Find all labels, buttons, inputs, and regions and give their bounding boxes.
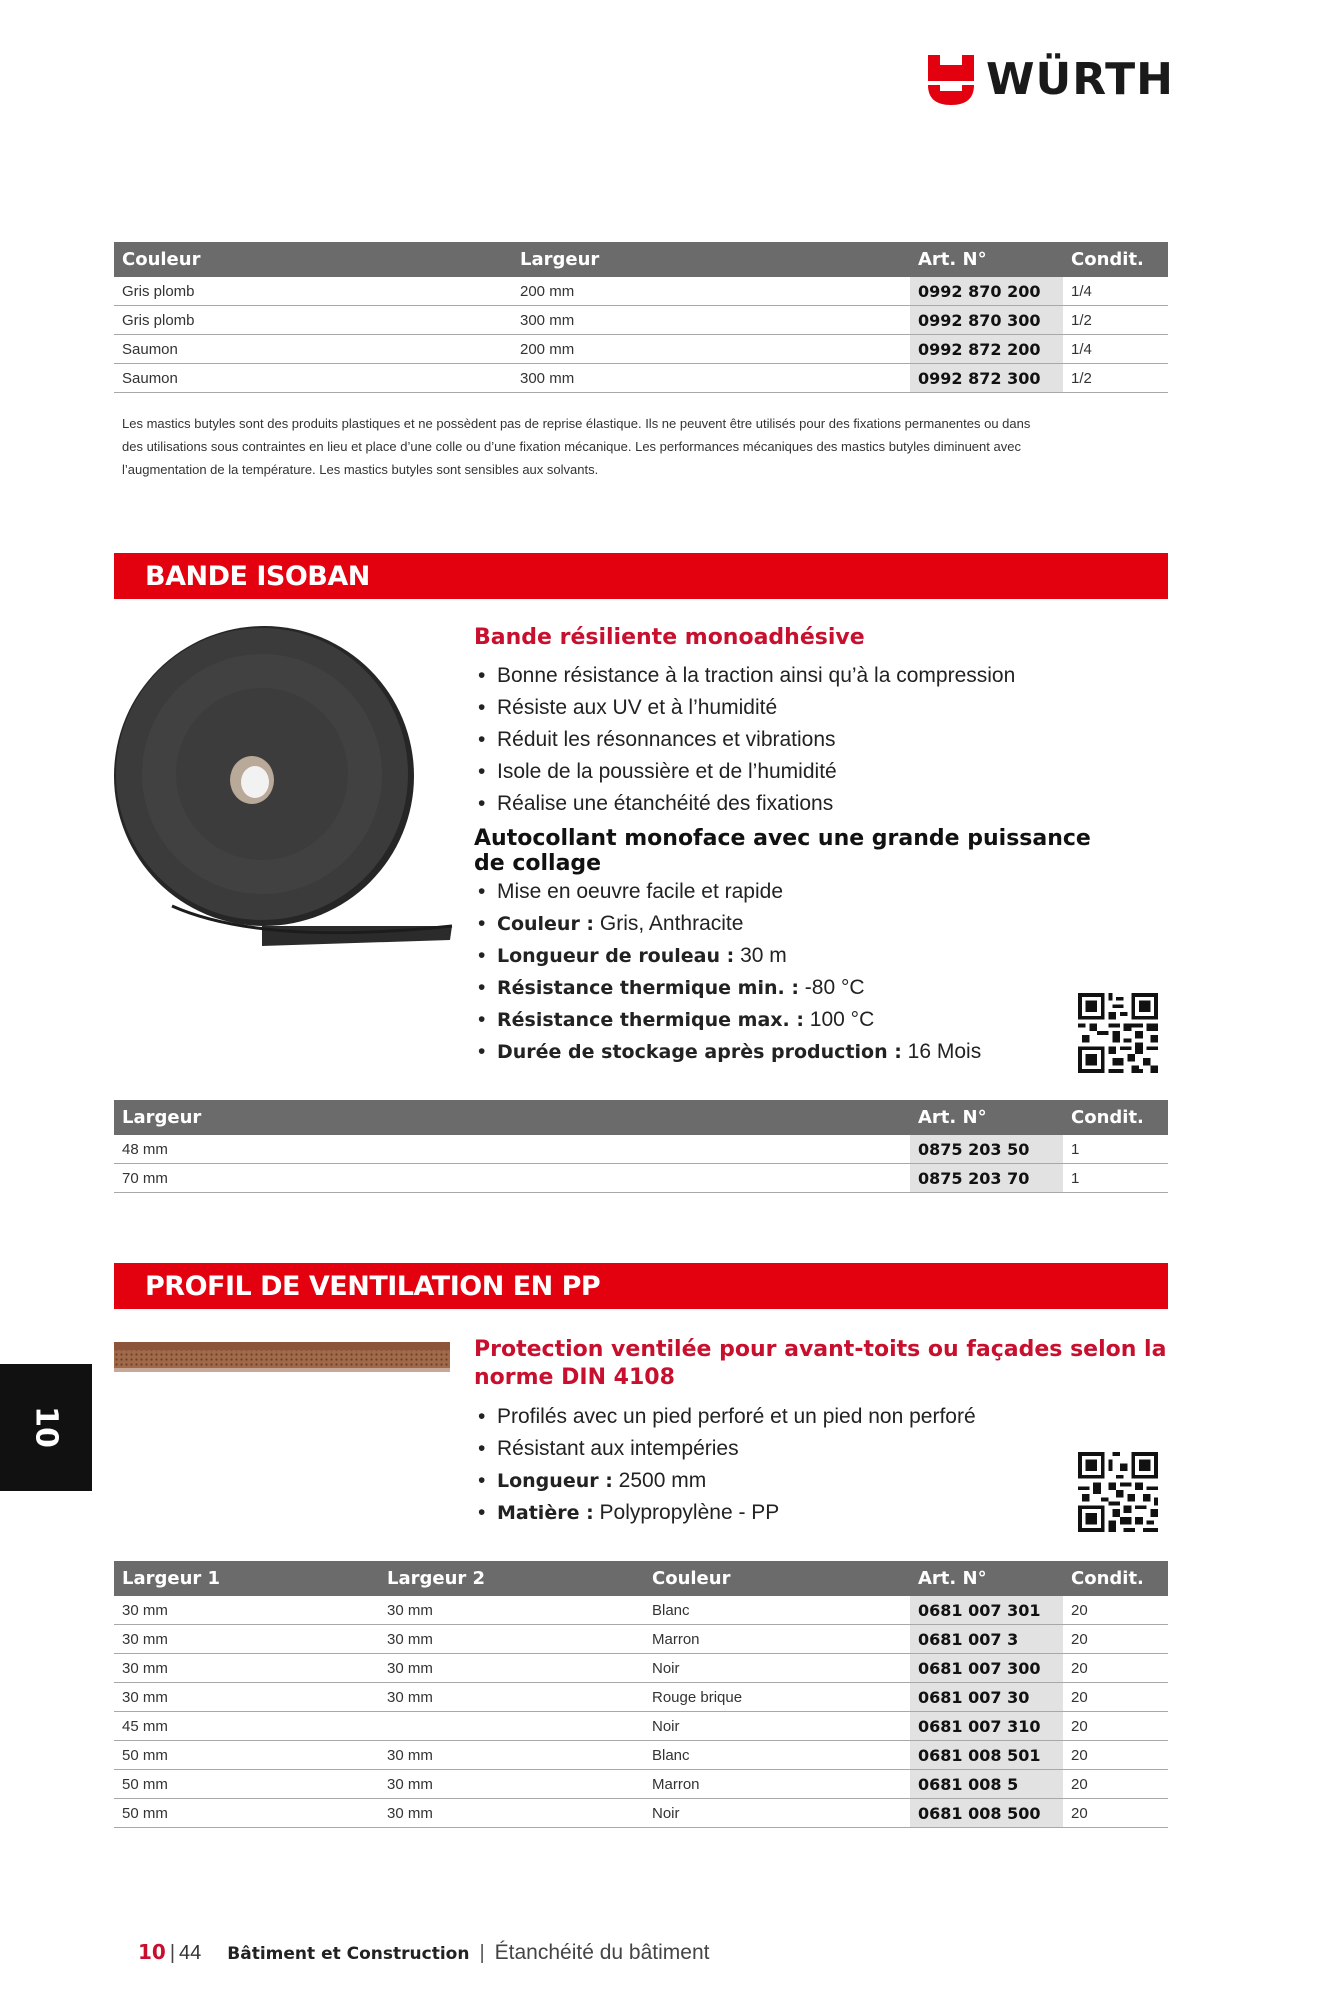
footer-subcategory: Étanchéité du bâtiment bbox=[494, 1941, 710, 1964]
cell-condit: 1/2 bbox=[1071, 311, 1092, 329]
cell-largeur: 70 mm bbox=[122, 1169, 168, 1187]
cell-couleur: Blanc bbox=[652, 1601, 690, 1619]
spec-label: Couleur : bbox=[497, 913, 595, 935]
cell-art-no: 0681 007 30 bbox=[910, 1683, 1063, 1711]
spec-value: 16 Mois bbox=[907, 1040, 982, 1063]
table-header bbox=[114, 1100, 1168, 1135]
cell-condit: 20 bbox=[1071, 1659, 1088, 1677]
butyl-table bbox=[114, 242, 1168, 393]
cell-largeur-2: 30 mm bbox=[387, 1601, 433, 1619]
table-row bbox=[114, 1770, 1168, 1799]
cell-couleur: Noir bbox=[652, 1804, 680, 1822]
table-row bbox=[114, 277, 1168, 306]
cell-couleur: Noir bbox=[652, 1717, 680, 1735]
cell-condit: 1/4 bbox=[1071, 282, 1092, 300]
spec-item bbox=[474, 908, 981, 940]
cell-largeur-1: 30 mm bbox=[122, 1630, 168, 1648]
qr-code-icon[interactable] bbox=[1078, 993, 1158, 1073]
cell-condit: 1/2 bbox=[1071, 369, 1092, 387]
ventilation-subhead bbox=[474, 1336, 1166, 1392]
cell-condit: 20 bbox=[1071, 1717, 1088, 1735]
table-row bbox=[114, 1135, 1168, 1164]
spec-item bbox=[474, 940, 981, 972]
wurth-logo bbox=[928, 52, 1174, 108]
spec-label: Matière : bbox=[497, 1502, 594, 1524]
table-row bbox=[114, 1596, 1168, 1625]
cell-largeur: 300 mm bbox=[520, 369, 575, 387]
footer-divider: | bbox=[479, 1942, 485, 1964]
cell-largeur: 300 mm bbox=[520, 311, 575, 329]
page-number: 10 bbox=[138, 1940, 166, 1964]
isoban-spec-list bbox=[474, 876, 981, 1068]
chapter-tab[interactable] bbox=[0, 1364, 92, 1491]
list-item: • Mise en oeuvre facile et rapide bbox=[474, 876, 981, 908]
cell-largeur-1: 30 mm bbox=[122, 1601, 168, 1619]
spec-value: Gris, Anthracite bbox=[599, 912, 744, 935]
section-title-isoban: BANDE ISOBAN bbox=[114, 553, 1168, 599]
cell-couleur: Blanc bbox=[652, 1746, 690, 1764]
isoban-table bbox=[114, 1100, 1168, 1193]
cell-art-no: 0992 872 300 bbox=[910, 364, 1063, 392]
chapter-number: 10 bbox=[28, 1406, 64, 1448]
cell-largeur-2: 30 mm bbox=[387, 1659, 433, 1677]
cell-couleur: Rouge brique bbox=[652, 1688, 743, 1706]
cell-couleur: Noir bbox=[652, 1659, 680, 1677]
cell-largeur-1: 50 mm bbox=[122, 1804, 168, 1822]
foam-tape-roll-image bbox=[112, 626, 457, 951]
cell-condit: 1/4 bbox=[1071, 340, 1092, 358]
header-art-no: Art. N° bbox=[918, 249, 987, 270]
list-item: • Résistant aux intempéries bbox=[474, 1433, 976, 1465]
section-title-ventilation: PROFIL DE VENTILATION EN PP bbox=[114, 1263, 1168, 1309]
wurth-logo-text: WÜRTH bbox=[986, 54, 1175, 105]
table-row bbox=[114, 335, 1168, 364]
cell-art-no: 0681 007 301 bbox=[910, 1596, 1063, 1624]
header-largeur-2: Largeur 2 bbox=[387, 1568, 486, 1589]
note-line: l’augmentation de la température. Les mastics butyles sont sensibles aux solvants. bbox=[122, 462, 599, 477]
table-header bbox=[114, 1561, 1168, 1596]
spec-value: 100 °C bbox=[809, 1008, 875, 1031]
cell-art-no: 0992 870 300 bbox=[910, 306, 1063, 334]
subhead-line: Protection ventilée pour avant-toits ou façades selon la bbox=[474, 1337, 1167, 1362]
spec-label: Résistance thermique max. : bbox=[497, 1009, 804, 1031]
cell-art-no: 0992 870 200 bbox=[910, 277, 1063, 305]
isoban-feature-list bbox=[474, 660, 1015, 820]
spec-item bbox=[474, 1497, 976, 1529]
cell-art-no: 0992 872 200 bbox=[910, 335, 1063, 363]
cell-largeur: 200 mm bbox=[520, 340, 575, 358]
note-line: Les mastics butyles sont des produits plastiques et ne possèdent pas de reprise élastique. Ils ne peuvent être utilisés pour des fixations permanentes ou dans bbox=[122, 416, 1031, 431]
spec-label: Longueur de rouleau : bbox=[497, 945, 735, 967]
table-row bbox=[114, 364, 1168, 393]
cell-largeur-1: 50 mm bbox=[122, 1775, 168, 1793]
spec-label: Longueur : bbox=[497, 1470, 613, 1492]
cell-art-no: 0681 007 310 bbox=[910, 1712, 1063, 1740]
header-art-no: Art. N° bbox=[918, 1568, 987, 1589]
table-row bbox=[114, 1625, 1168, 1654]
table-row bbox=[114, 1683, 1168, 1712]
cell-condit: 1 bbox=[1071, 1140, 1080, 1158]
list-item: • Bonne résistance à la traction ainsi qu’à la compression bbox=[474, 660, 1015, 692]
spec-label: Résistance thermique min. : bbox=[497, 977, 799, 999]
cell-condit: 20 bbox=[1071, 1688, 1088, 1706]
header-condit: Condit. bbox=[1071, 249, 1144, 270]
table-row bbox=[114, 1741, 1168, 1770]
isoban-subhead-adhesive: Autocollant monoface avec une grande puissance de collage bbox=[474, 826, 1091, 876]
cell-condit: 20 bbox=[1071, 1630, 1088, 1648]
cell-largeur-2: 30 mm bbox=[387, 1630, 433, 1648]
list-item: • Profilés avec un pied perforé et un pied non perforé bbox=[474, 1401, 976, 1433]
subhead-line: norme DIN 4108 bbox=[474, 1365, 675, 1390]
footer-category: Bâtiment et Construction bbox=[227, 1944, 470, 1964]
spec-label: Durée de stockage après production : bbox=[497, 1041, 902, 1063]
table-row bbox=[114, 306, 1168, 335]
header-condit: Condit. bbox=[1071, 1568, 1144, 1589]
cell-largeur: 48 mm bbox=[122, 1140, 168, 1158]
wurth-logo-icon bbox=[928, 55, 974, 105]
cell-couleur: Gris plomb bbox=[122, 311, 195, 329]
table-row bbox=[114, 1164, 1168, 1193]
ventilation-profile-image bbox=[114, 1342, 450, 1376]
cell-largeur-1: 30 mm bbox=[122, 1659, 168, 1677]
page-total: 44 bbox=[179, 1942, 202, 1964]
header-largeur-1: Largeur 1 bbox=[122, 1568, 221, 1589]
spec-value: 30 m bbox=[740, 944, 787, 967]
page-footer bbox=[138, 1940, 709, 1965]
cell-condit: 1 bbox=[1071, 1169, 1080, 1187]
table-row bbox=[114, 1654, 1168, 1683]
cell-art-no: 0681 008 500 bbox=[910, 1799, 1063, 1827]
qr-code-icon[interactable] bbox=[1078, 1452, 1158, 1532]
ventilation-table bbox=[114, 1561, 1168, 1828]
ventilation-feature-list bbox=[474, 1401, 976, 1529]
list-item: • Réalise une étanchéité des fixations bbox=[474, 788, 1015, 820]
cell-art-no: 0875 203 50 bbox=[910, 1135, 1063, 1163]
cell-largeur-2: 30 mm bbox=[387, 1688, 433, 1706]
cell-largeur: 200 mm bbox=[520, 282, 575, 300]
cell-couleur: Saumon bbox=[122, 340, 178, 358]
isoban-subhead: Bande résiliente monoadhésive bbox=[474, 625, 865, 650]
cell-condit: 20 bbox=[1071, 1775, 1088, 1793]
header-couleur: Couleur bbox=[122, 249, 201, 270]
page-separator: | bbox=[169, 1942, 176, 1964]
cell-largeur-1: 45 mm bbox=[122, 1717, 168, 1735]
cell-art-no: 0875 203 70 bbox=[910, 1164, 1063, 1192]
cell-condit: 20 bbox=[1071, 1601, 1088, 1619]
cell-largeur-1: 50 mm bbox=[122, 1746, 168, 1764]
cell-couleur: Marron bbox=[652, 1775, 700, 1793]
cell-couleur: Gris plomb bbox=[122, 282, 195, 300]
cell-art-no: 0681 008 501 bbox=[910, 1741, 1063, 1769]
cell-condit: 20 bbox=[1071, 1746, 1088, 1764]
cell-couleur: Saumon bbox=[122, 369, 178, 387]
list-item: • Résiste aux UV et à l’humidité bbox=[474, 692, 1015, 724]
cell-art-no: 0681 007 300 bbox=[910, 1654, 1063, 1682]
cell-largeur-2: 30 mm bbox=[387, 1746, 433, 1764]
spec-item bbox=[474, 972, 981, 1004]
table-header bbox=[114, 242, 1168, 277]
header-couleur: Couleur bbox=[652, 1568, 731, 1589]
spec-value: Polypropylène - PP bbox=[599, 1501, 780, 1524]
cell-condit: 20 bbox=[1071, 1804, 1088, 1822]
cell-largeur-2: 30 mm bbox=[387, 1775, 433, 1793]
header-largeur: Largeur bbox=[520, 249, 600, 270]
cell-largeur-1: 30 mm bbox=[122, 1688, 168, 1706]
list-item: • Réduit les résonnances et vibrations bbox=[474, 724, 1015, 756]
butyl-note bbox=[122, 412, 1122, 481]
table-row bbox=[114, 1712, 1168, 1741]
spec-item bbox=[474, 1465, 976, 1497]
cell-art-no: 0681 007 3 bbox=[910, 1625, 1063, 1653]
header-art-no: Art. N° bbox=[918, 1107, 987, 1128]
cell-couleur: Marron bbox=[652, 1630, 700, 1648]
spec-item bbox=[474, 1004, 981, 1036]
spec-item bbox=[474, 1036, 981, 1068]
spec-value: 2500 mm bbox=[618, 1469, 707, 1492]
cell-art-no: 0681 008 5 bbox=[910, 1770, 1063, 1798]
list-item: • Isole de la poussière et de l’humidité bbox=[474, 756, 1015, 788]
header-condit: Condit. bbox=[1071, 1107, 1144, 1128]
header-largeur: Largeur bbox=[122, 1107, 202, 1128]
spec-value: -80 °C bbox=[804, 976, 865, 999]
cell-largeur-2: 30 mm bbox=[387, 1804, 433, 1822]
table-row bbox=[114, 1799, 1168, 1828]
note-line: des utilisations sous contraintes en lieu et place d’une colle ou d’une fixation mécanique. Les performances mécaniques des mastics butyles diminuent avec bbox=[122, 439, 1021, 454]
